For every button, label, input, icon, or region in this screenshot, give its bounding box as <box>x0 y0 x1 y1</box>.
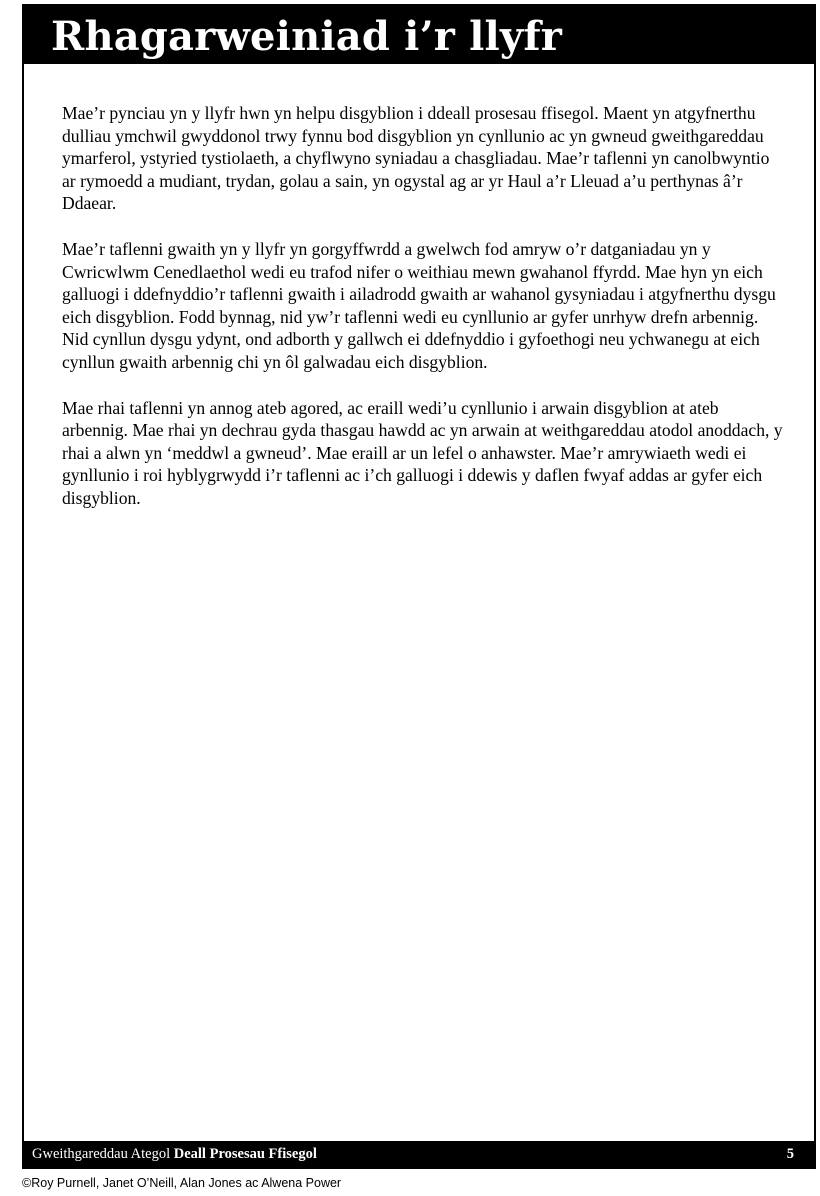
footer-bar <box>24 1141 814 1167</box>
footer-book-title: Deall Prosesau Ffisegol <box>173 1146 317 1162</box>
page-number: 5 <box>786 1146 794 1162</box>
paragraph-1: Mae’r pynciau yn y llyfr hwn yn helpu disgyblion i ddeall prosesau ffisegol. Maent yn atgyfnerthu dulliau ymchwil gwyddonol trwy fynnu bod disgyblion yn cynllunio ac yn gwneud gweithgareddau ymarferol, ystyried tystiolaeth, a chyflwyno syniadau a chasgliadau. Mae’r taflenni yn canolbwyntio ar rymoedd a mudiant, trydan, golau a sain, yn ogystal ag ar yr Haul a’r Lleuad a’u perthynas â’r Ddaear. <box>62 103 770 214</box>
page-frame <box>22 4 816 1169</box>
footer-caption <box>32 1141 317 1167</box>
copyright-notice: ©Roy Purnell, Janet O’Neill, Alan Jones ac Alwena Power <box>22 1176 342 1190</box>
paragraph-2: Mae’r taflenni gwaith yn y llyfr yn gorgyffwrdd a gwelwch fod amryw o’r datganiadau yn y Cwricwlwm Cenedlaethol wedi eu trafod nifer o weithiau mewn gwahanol ffyrdd. Mae hyn yn eich galluogi i ddefnyddio’r taflenni gwaith i ailadrodd gwaith ar wahanol gysyniadau i atgyfnerthu dysgu eich disgyblion. Fodd bynnag, nid yw’r taflenni wedi eu cynllunio ar gyfer unrhyw drefn arbennig. Nid cynllun dysgu ydynt, ond adborth y gallwch ei ddefnyddio i gyfoethogi neu ychwanegu at eich cynllun gwaith arbennig chi yn ôl galwadau eich disgyblion. <box>62 238 776 372</box>
page-title: Rhagarweiniad i’r llyfr <box>24 6 814 64</box>
paragraph-3: Mae rhai taflenni yn annog ateb agored, ac eraill wedi’u cynllunio i arwain disgyblion at ateb arbennig. Mae rhai yn dechrau gyda thasgau hawdd ac yn arwain at weithgareddau atodol anoddach, y rhai a alwn yn ‘meddwl a gwneud’. Mae eraill ar un lefel o anhawster. Mae’r amrywiaeth wedi ei gynllunio i roi hyblygrwydd i’r taflenni ac i’ch galluogi i ddewis y daflen fwyaf addas ar gyfer eich disgyblion. <box>62 397 783 508</box>
body-text <box>62 102 786 533</box>
footer-series: Gweithgareddau Ategol <box>32 1146 171 1162</box>
